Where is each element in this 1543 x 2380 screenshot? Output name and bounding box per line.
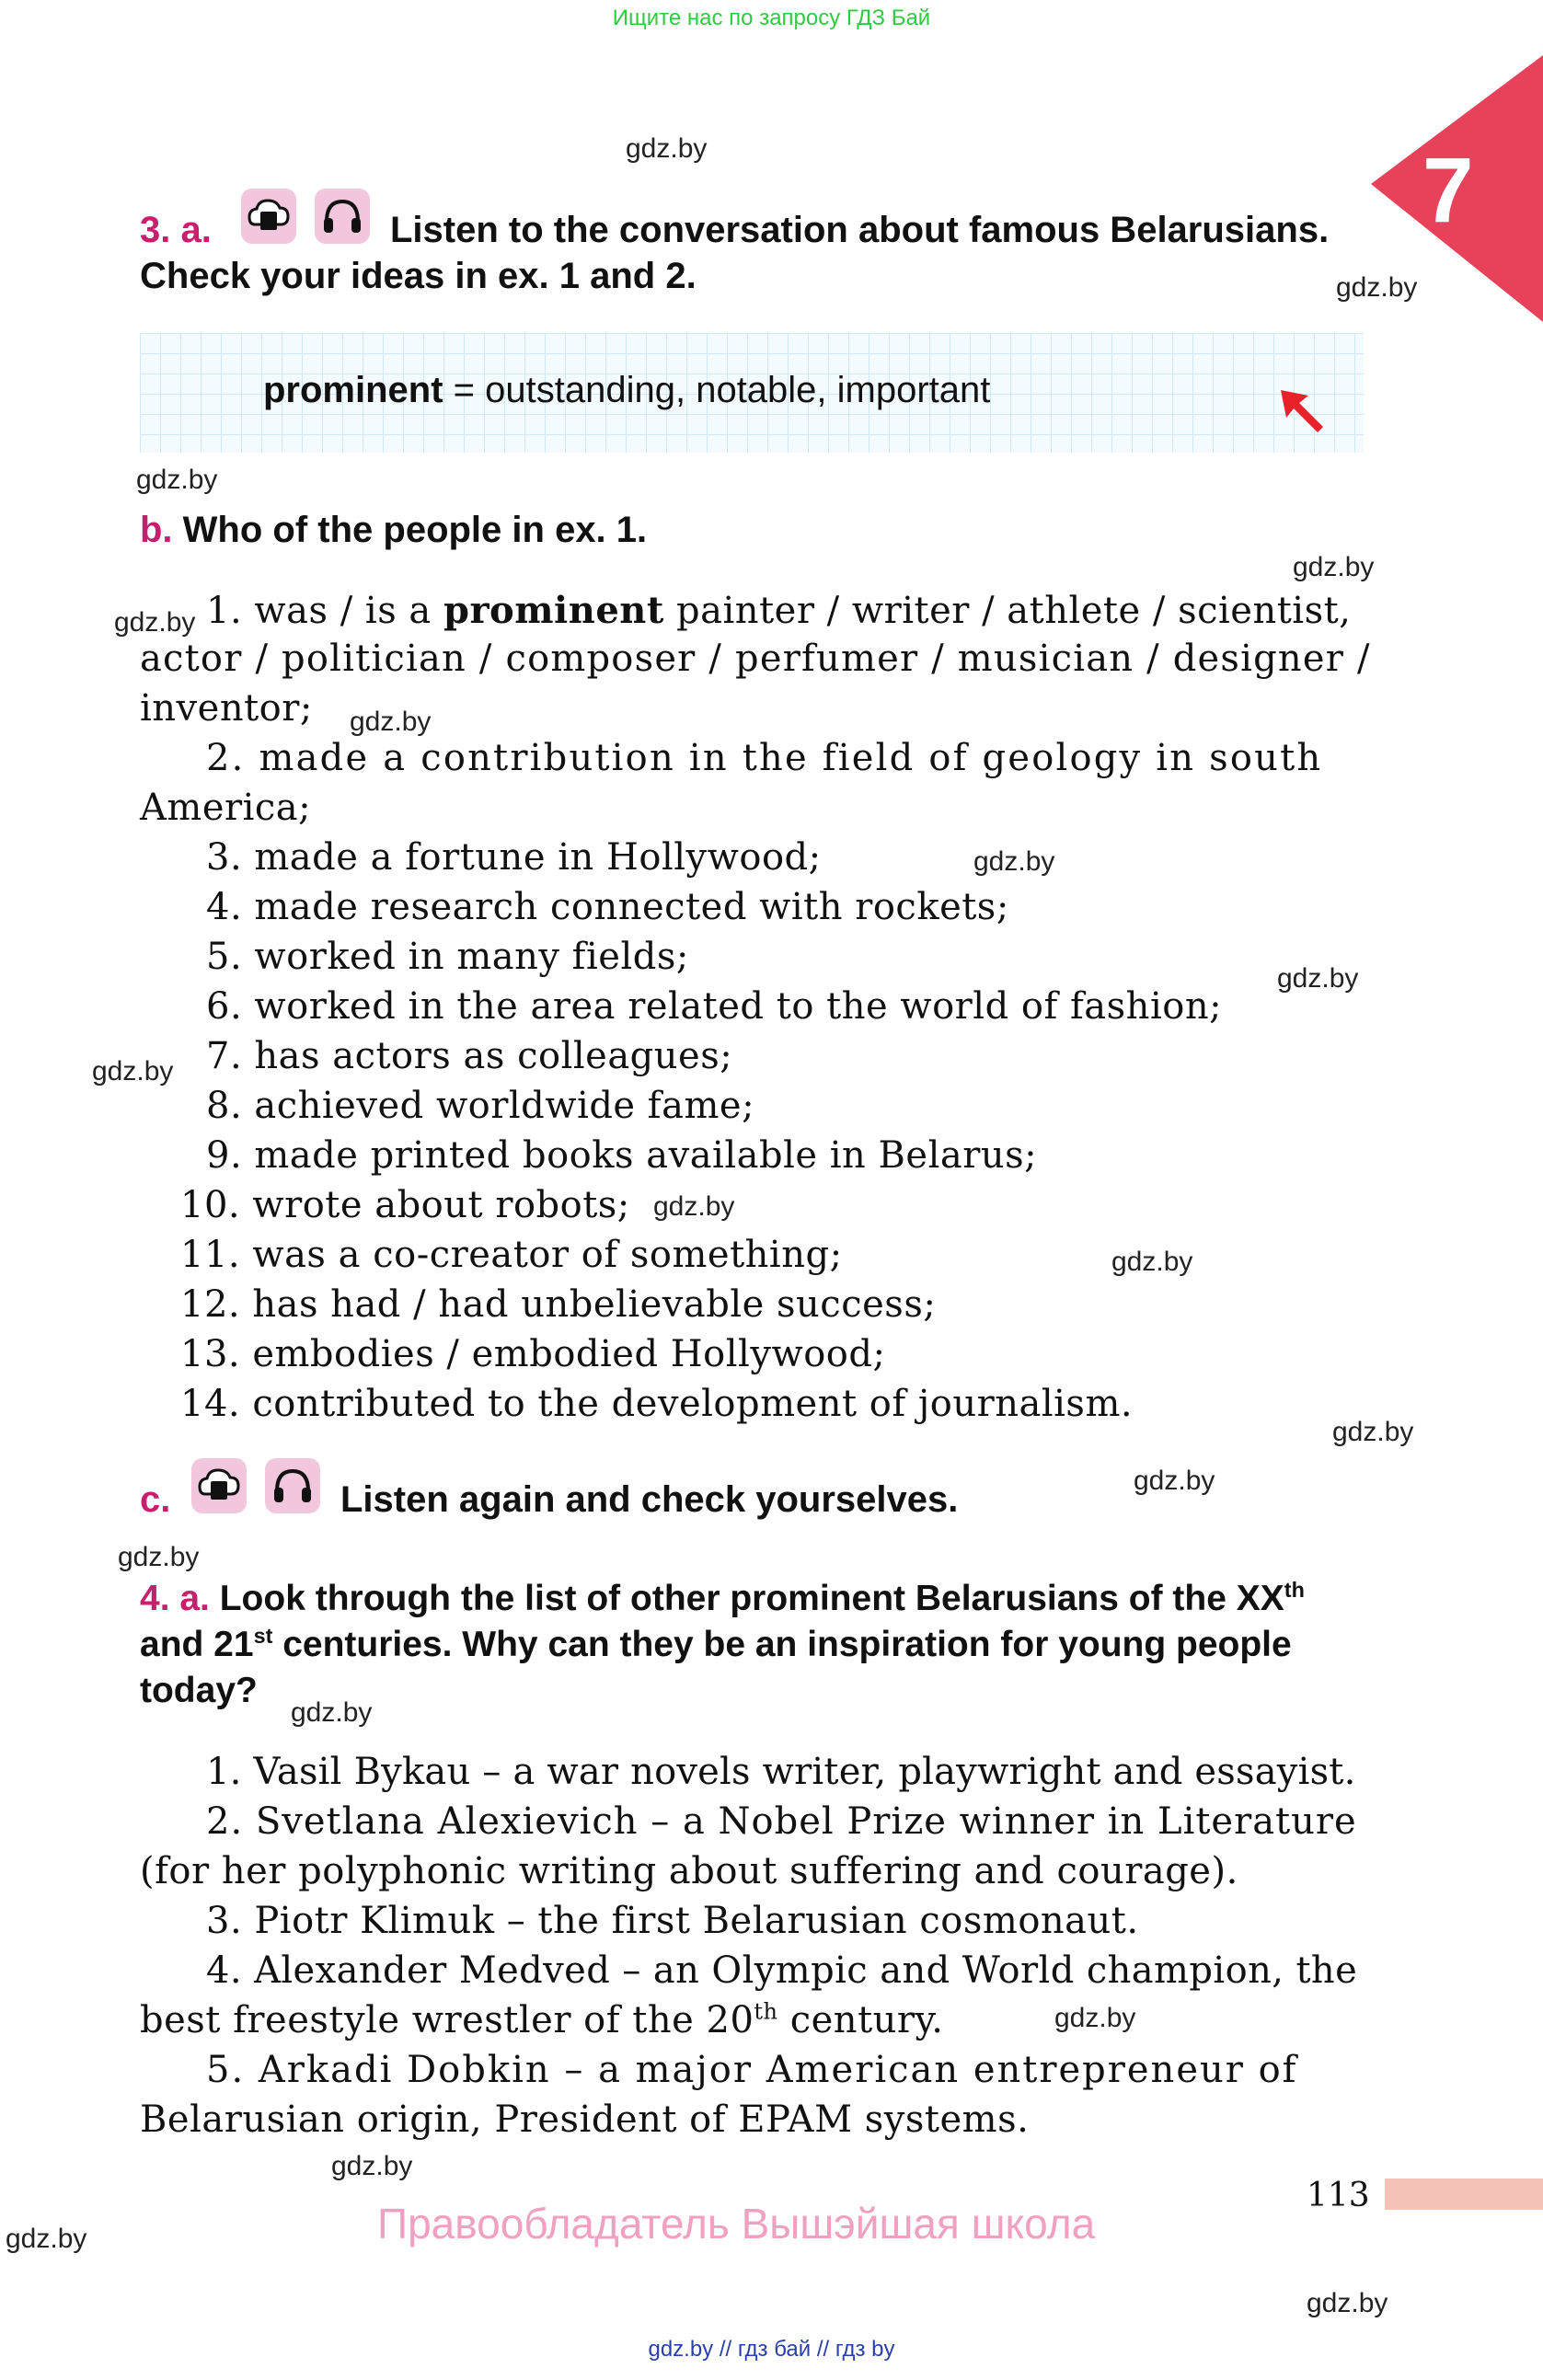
watermark: gdz.by — [136, 465, 218, 495]
list-item: 10. wrote about robots; — [180, 1184, 630, 1226]
ex3c-instruction: Listen again and check yourselves. — [340, 1479, 959, 1520]
watermark: gdz.by — [1336, 272, 1418, 303]
cd-icon[interactable] — [241, 189, 296, 244]
list-item: 5. worked in many fields; — [206, 936, 689, 978]
list-item: 4. made research connected with rockets; — [206, 886, 1009, 928]
list-item: 12. has had / had unbelievable success; — [180, 1283, 937, 1326]
list-item: 7. has actors as colleagues; — [206, 1035, 733, 1077]
vocabulary-entry — [263, 370, 990, 411]
watermark: gdz.by — [1293, 552, 1375, 582]
list-item: 9. made printed books available in Belarus; — [206, 1134, 1038, 1177]
list-item: 3. Piotr Klimuk – the first Belarusian cosmonaut. — [206, 1900, 1139, 1942]
watermark: gdz.by — [1332, 1417, 1414, 1447]
list-item: 2. made a contribution in the field of geology in south — [206, 737, 1323, 779]
ex3a-instruction-line1: Listen to the conversation about famous Belarusians. — [390, 210, 1330, 250]
watermark: gdz.by — [6, 2224, 87, 2254]
headphones-icon[interactable] — [315, 189, 370, 244]
watermark: gdz.by — [1134, 1466, 1215, 1496]
ex4a-line3: today? — [140, 1671, 258, 1710]
list-item-continuation: Belarusian origin, President of EPAM systems. — [140, 2098, 1030, 2141]
watermark: gdz.by — [114, 607, 196, 638]
watermark: gdz.by — [291, 1697, 373, 1728]
watermark: gdz.by — [331, 2151, 413, 2181]
watermark: gdz.by — [1307, 2288, 1388, 2318]
cd-icon[interactable] — [191, 1458, 247, 1513]
list-item-continuation: (for her polyphonic writing about suffering and courage). — [140, 1850, 1238, 1892]
list-item: 1. Vasil Bykau – a war novels writer, playwright and essayist. — [206, 1751, 1356, 1793]
page-number: 113 — [1307, 2177, 1370, 2214]
watermark: gdz.by — [626, 133, 708, 164]
list-item-continuation: inventor; — [140, 687, 313, 730]
ex3b-heading: b. Who of the people in ex. 1. — [140, 510, 648, 550]
watermark: gdz.by — [1277, 963, 1359, 994]
list-item: 3. made a fortune in Hollywood; — [206, 836, 822, 879]
top-banner: Ищите нас по запросу ГДЗ Бай — [612, 6, 931, 30]
list-item-continuation: best freestyle wrestler of the 20th century. — [140, 1998, 944, 2041]
watermark: gdz.by — [1111, 1247, 1193, 1277]
list-item: 6. worked in the area related to the world of fashion; — [206, 985, 1223, 1028]
page-number-bar — [1385, 2179, 1543, 2210]
watermark: gdz.by — [350, 707, 432, 737]
watermark: gdz.by — [653, 1191, 735, 1222]
list-item-continuation: America; — [140, 787, 312, 829]
list-item: 13. embodies / embodied Hollywood; — [180, 1333, 886, 1375]
copyright-notice: Правообладатель Вышэйшая школа — [377, 2200, 1096, 2248]
ex3a-number: 3. a. — [140, 210, 212, 250]
list-item: 5. Arkadi Dobkin – a major American entrepreneur of — [206, 2049, 1298, 2091]
ex3c-number: c. — [140, 1479, 171, 1520]
arrow-icon — [1275, 385, 1334, 443]
list-item: 8. achieved worldwide fame; — [206, 1085, 755, 1127]
vocabulary-definition: = outstanding, notable, important — [443, 370, 991, 410]
list-item-continuation: actor / politician / composer / perfumer / musician / designer / — [140, 638, 1371, 680]
list-item: 2. Svetlana Alexievich – a Nobel Prize winner in Literature — [206, 1800, 1357, 1843]
vocabulary-word: prominent — [263, 370, 443, 410]
list-item: 1. was / is a prominent painter / writer / athlete / scientist, — [206, 589, 1352, 632]
watermark: gdz.by — [973, 846, 1055, 877]
bottom-links[interactable]: gdz.by // гдз бай // гдз by — [648, 2337, 895, 2362]
chapter-number: 7 — [1422, 139, 1474, 242]
list-item: 4. Alexander Medved – an Olympic and World champion, the — [206, 1949, 1358, 1992]
watermark: gdz.by — [1054, 2003, 1136, 2033]
list-item: 14. contributed to the development of journalism. — [180, 1383, 1134, 1425]
watermark: gdz.by — [118, 1542, 200, 1572]
headphones-icon[interactable] — [265, 1458, 320, 1513]
ex4a-line1: 4. a. Look through the list of other prominent Belarusians of the XXth — [140, 1578, 1305, 1618]
watermark: gdz.by — [92, 1056, 174, 1087]
ex4a-line2: and 21st centuries. Why can they be an inspiration for young people — [140, 1624, 1292, 1664]
ex3a-instruction-line2: Check your ideas in ex. 1 and 2. — [140, 256, 697, 296]
list-item: 11. was a co-creator of something; — [180, 1234, 843, 1276]
